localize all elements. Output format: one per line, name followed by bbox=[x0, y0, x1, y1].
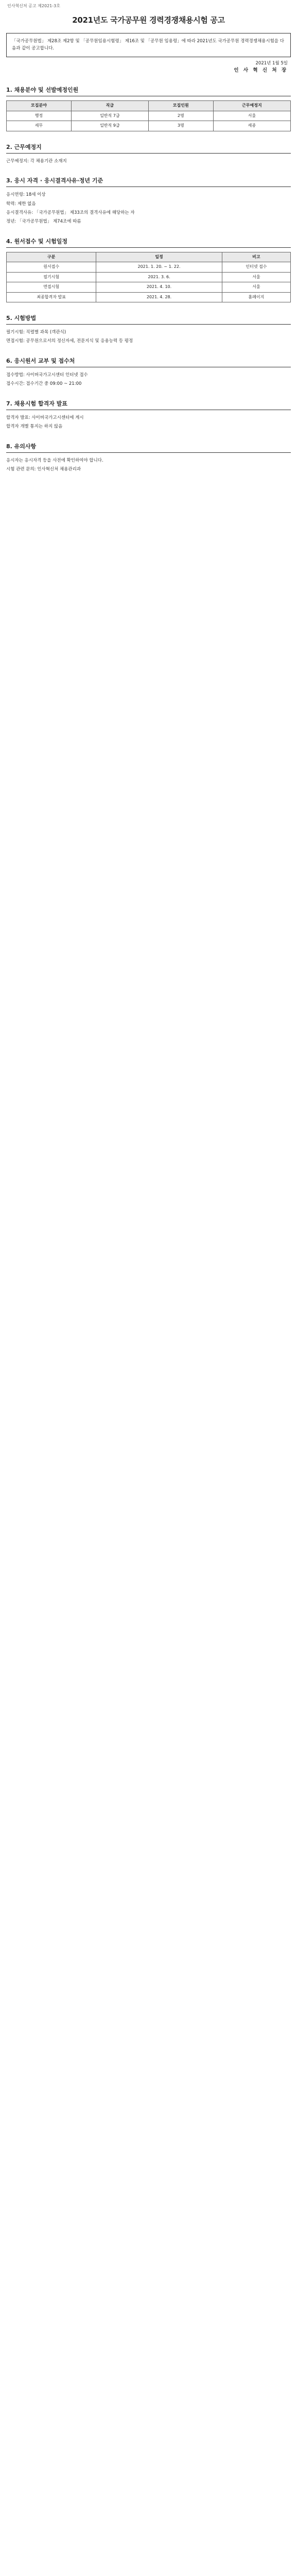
section-6 bbox=[6, 357, 291, 388]
table-row bbox=[7, 282, 291, 292]
table-cell: 면접시험 bbox=[7, 282, 96, 292]
table-cell: 행정 bbox=[7, 111, 72, 121]
section-2 bbox=[6, 143, 291, 165]
table-row bbox=[7, 272, 291, 282]
schedule-table bbox=[6, 252, 291, 302]
table-cell: 최종합격자 발표 bbox=[7, 292, 96, 302]
workplace-text: 근무예정지: 각 채용기관 소재지 bbox=[6, 158, 67, 164]
section-5 bbox=[6, 314, 291, 345]
table-row bbox=[7, 262, 291, 272]
section-title: 1. 채용분야 및 선발예정인원 bbox=[6, 86, 291, 96]
table-cell: 일반직 9급 bbox=[71, 121, 148, 131]
recruit-table bbox=[6, 100, 291, 131]
table-cell: 홈페이지 bbox=[222, 292, 290, 302]
list-item: 합격자 발표: 사이버국가고시센터에 게시 bbox=[6, 415, 84, 420]
intro-text: 「국가공무원법」 제28조 제2항 및 「공무원임용시험령」 제16조 및 「공무원 임용령」에 따라 2021년도 국가공무원 경력경쟁채용시험을 다음과 같이 공고합니다. bbox=[12, 38, 284, 52]
table-cell: 필기시험 bbox=[7, 272, 96, 282]
table-header: 근무예정지 bbox=[213, 101, 290, 111]
list-item: 시험 관련 문의: 인사혁신처 채용관리과 bbox=[6, 467, 81, 472]
table-header: 모집인원 bbox=[148, 101, 213, 111]
section-title: 7. 채용시험 합격자 발표 bbox=[6, 399, 291, 410]
section-4 bbox=[6, 237, 291, 302]
table-header: 일정 bbox=[96, 252, 222, 262]
section-title: 4. 원서접수 및 시험일정 bbox=[6, 237, 291, 248]
list-item: 접수시간: 접수기간 중 09:00 ~ 21:00 bbox=[6, 381, 82, 387]
intro-box bbox=[6, 33, 291, 57]
section-1 bbox=[6, 86, 291, 131]
section-8 bbox=[6, 442, 291, 473]
section-title: 8. 유의사항 bbox=[6, 442, 291, 453]
section-title: 2. 근무예정지 bbox=[6, 143, 291, 154]
table-cell: 세무 bbox=[7, 121, 72, 131]
list-item: 접수방법: 사이버국가고시센터 인터넷 접수 bbox=[6, 372, 88, 378]
issuer-date: 2021년 1월 5일 bbox=[255, 60, 288, 66]
list-item: 면접시험: 공무원으로서의 정신자세, 전문지식 및 응용능력 등 평정 bbox=[6, 338, 133, 344]
table-cell: 서울 bbox=[222, 282, 290, 292]
table-cell: 서울 bbox=[222, 272, 290, 282]
table-header: 비고 bbox=[222, 252, 290, 262]
table-cell: 2명 bbox=[148, 111, 213, 121]
table-row bbox=[7, 121, 291, 131]
section-title: 3. 응시 자격 · 응시결격사유·정년 기준 bbox=[6, 176, 291, 187]
table-cell: 2021. 4. 10. bbox=[96, 282, 222, 292]
list-item: 정년: 「국가공무원법」 제74조에 따름 bbox=[6, 219, 81, 225]
issuer-name: 인 사 혁 신 처 장 bbox=[234, 67, 288, 73]
table-cell: 2021. 4. 28. bbox=[96, 292, 222, 302]
list-item: 응시자는 응시자격 등을 사전에 확인하여야 합니다. bbox=[6, 457, 103, 463]
table-cell: 3명 bbox=[148, 121, 213, 131]
table-header: 구분 bbox=[7, 252, 96, 262]
table-header: 직급 bbox=[71, 101, 148, 111]
section-title: 5. 시험방법 bbox=[6, 314, 291, 325]
list-item: 학력: 제한 없음 bbox=[6, 201, 36, 207]
section-7 bbox=[6, 399, 291, 431]
list-item: 응시연령: 18세 이상 bbox=[6, 192, 46, 198]
table-cell: 원서접수 bbox=[7, 262, 96, 272]
list-item: 합격자 개별 통지는 하지 않음 bbox=[6, 424, 63, 430]
table-cell: 서울 bbox=[213, 111, 290, 121]
table-row bbox=[7, 292, 291, 302]
header-note: 인사혁신처 공고 제2021-3호 bbox=[7, 4, 60, 8]
issuer-block bbox=[9, 60, 288, 75]
list-item: 필기시험: 직렬별 과목 (객관식) bbox=[6, 329, 66, 335]
list-item: 응시결격사유: 「국가공무원법」 제33조의 결격사유에 해당하는 자 bbox=[6, 210, 135, 216]
table-cell: 세종 bbox=[213, 121, 290, 131]
table-cell: 2021. 1. 20. ~ 1. 22. bbox=[96, 262, 222, 272]
section-3 bbox=[6, 176, 291, 226]
table-row bbox=[7, 111, 291, 121]
document-title: 2021년도 국가공무원 경력경쟁채용시험 공고 bbox=[72, 15, 225, 25]
table-cell: 2021. 3. 6. bbox=[96, 272, 222, 282]
table-cell: 일반직 7급 bbox=[71, 111, 148, 121]
table-cell: 인터넷 접수 bbox=[222, 262, 290, 272]
section-title: 6. 응시원서 교부 및 접수처 bbox=[6, 357, 291, 367]
table-header: 모집분야 bbox=[7, 101, 72, 111]
